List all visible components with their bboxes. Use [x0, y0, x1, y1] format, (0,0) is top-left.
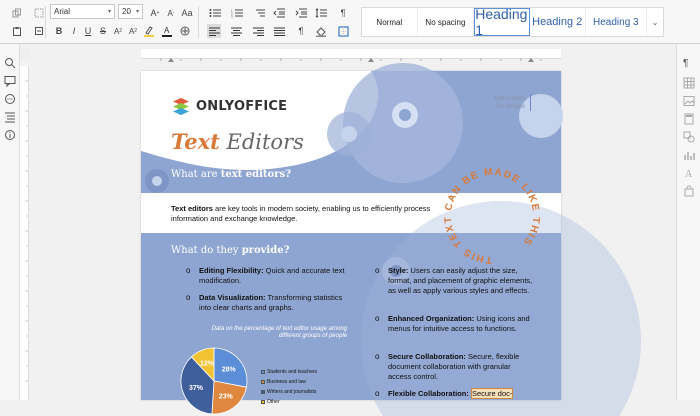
decrease-font-icon[interactable]: A - [167, 8, 175, 18]
bullet-circle-icon: o [375, 314, 380, 323]
shading-icon[interactable] [314, 24, 328, 38]
image-settings-icon[interactable] [683, 94, 695, 106]
svg-text:2: 2 [231, 11, 233, 16]
borders-icon[interactable] [336, 24, 350, 38]
highlighted-text: Secure doc- [471, 389, 513, 398]
style-normal[interactable]: Normal [362, 8, 418, 36]
vertical-ruler[interactable] [20, 66, 29, 400]
pie-data-label: 23% [218, 393, 233, 401]
ruler-corner[interactable] [20, 49, 29, 59]
heading-prefix: What are [171, 169, 221, 180]
list-item[interactable] [186, 266, 349, 286]
bullet-text: Quick and accurate text modification. [199, 266, 345, 285]
pie-data-label: 12% [199, 360, 214, 368]
legend-swatch [261, 370, 265, 374]
bullet-text: Using icons and menus for intuitive access to functions. [388, 314, 530, 333]
header-footer-icon[interactable] [683, 112, 695, 124]
heading-bold: provide? [241, 245, 290, 256]
legend-label: Students and teachers [267, 369, 318, 375]
paste-icon[interactable] [10, 24, 24, 38]
signature-settings-icon[interactable] [683, 184, 695, 196]
list-item[interactable] [375, 352, 533, 382]
superscript-icon[interactable]: A 2 [113, 26, 123, 36]
review-line-2: for Review [496, 104, 525, 110]
document-title[interactable] [171, 129, 304, 154]
review-label [479, 95, 525, 111]
list-item[interactable] [375, 266, 533, 296]
text-art-icon[interactable] [178, 24, 192, 38]
style-no-spacing[interactable]: No spacing [418, 8, 475, 36]
pie-data-label: 28% [221, 366, 236, 374]
bold-icon[interactable]: B [55, 26, 63, 36]
justify-icon[interactable] [272, 24, 286, 38]
comments-icon[interactable] [4, 74, 16, 86]
chart-legend [261, 367, 317, 407]
chart-caption[interactable]: Data on the percentage of text editor usage among different groups of people [211, 326, 347, 339]
bullet-title: Secure Collaboration: [388, 352, 466, 361]
intro-bold: Text editors [171, 204, 213, 213]
legend-item [261, 377, 317, 387]
legend-swatch [261, 380, 265, 384]
horizontal-ruler[interactable] [141, 49, 561, 59]
bullet-list-icon[interactable] [208, 6, 222, 20]
align-right-icon[interactable] [251, 24, 265, 38]
bullet-circle-icon: o [375, 389, 380, 398]
list-item[interactable] [375, 314, 533, 334]
bullet-text: Secure, flexible document collaboration with granular access control. [388, 352, 520, 381]
strikethrough-icon[interactable]: S [99, 26, 106, 36]
svg-text:3: 3 [231, 14, 233, 19]
svg-text:THIS TEXT CAN BE MADE LIKE THI [443, 167, 541, 265]
title-word-2: Editors [226, 130, 304, 154]
svg-text:A: A [164, 26, 170, 35]
review-accent-bar [530, 94, 531, 111]
legend-swatch [261, 390, 265, 394]
legend-swatch [261, 400, 265, 404]
styles-expand-chevron-icon[interactable]: ⌄ [651, 17, 659, 27]
logo-text: ONLYOFFICE [196, 98, 288, 114]
search-icon[interactable] [4, 56, 16, 68]
title-word-1: Text [171, 129, 220, 154]
clear-style-icon[interactable] [32, 24, 46, 38]
curved-text: THIS TEXT CAN BE MADE LIKE THIS [442, 166, 542, 266]
onlyoffice-logo-icon [171, 96, 191, 116]
multilevel-list-icon[interactable] [252, 6, 266, 20]
left-panel [0, 44, 20, 400]
line-spacing-icon[interactable] [314, 6, 328, 20]
change-case-icon[interactable]: Aa [181, 8, 193, 18]
intro-paragraph[interactable] [171, 204, 431, 224]
style-heading-3[interactable]: Heading 3 [586, 8, 648, 36]
legend-item [261, 387, 317, 397]
align-left-icon[interactable] [207, 24, 221, 38]
style-heading-1[interactable]: Heading 1 [474, 8, 530, 36]
bullet-circle-icon: o [186, 266, 191, 275]
svg-text:1: 1 [231, 8, 233, 13]
bullet-title: Editing Flexibility: [199, 266, 264, 275]
bullet-circle-icon: o [186, 293, 191, 302]
copy-icon[interactable] [10, 6, 24, 20]
toolbar [0, 0, 700, 44]
section-heading-what-are[interactable] [171, 169, 291, 180]
pie-data-label: 37% [188, 384, 203, 392]
subscript-icon[interactable]: A 2 [128, 26, 138, 36]
bullet-title: Style: [388, 266, 409, 275]
font-size-value: 20 [122, 7, 131, 16]
legend-label: Business and law [267, 379, 306, 385]
list-item[interactable] [375, 389, 538, 399]
underline-icon[interactable]: U [84, 26, 92, 36]
italic-icon[interactable]: I [72, 26, 76, 36]
right-panel [676, 44, 700, 400]
heading-bold: text editors? [220, 169, 291, 180]
decrease-indent-icon[interactable] [272, 6, 286, 20]
navigation-icon[interactable] [4, 110, 16, 122]
font-name-value: Arial [54, 7, 71, 16]
review-line-1: Text Editors [493, 96, 525, 102]
shape-settings-icon[interactable] [683, 130, 695, 142]
legend-item [261, 367, 317, 377]
chat-icon[interactable] [4, 92, 16, 104]
font-color-icon[interactable] [160, 24, 174, 38]
nonprinting-characters-icon[interactable]: ¶ [298, 26, 304, 36]
curved-text-art[interactable] [437, 161, 547, 271]
styles-gallery [361, 7, 664, 37]
about-info-icon[interactable] [4, 128, 16, 140]
pie-chart[interactable] [179, 346, 249, 416]
bullet-title: Data Visualization: [199, 293, 266, 302]
highlight-color-icon[interactable] [142, 24, 156, 38]
section-heading-what-provide[interactable] [171, 245, 289, 256]
document-page[interactable] [141, 71, 561, 405]
increase-font-icon[interactable]: A + [150, 8, 160, 18]
style-heading-2[interactable]: Heading 2 [530, 8, 586, 36]
numbered-list-icon[interactable] [230, 6, 244, 20]
text-art-settings-icon[interactable] [683, 166, 695, 178]
bullet-circle-icon: o [375, 266, 380, 275]
table-settings-icon[interactable] [683, 76, 695, 88]
onlyoffice-logo [171, 96, 287, 116]
bullet-text: Users can easily adjust the size, format, and placement of graphic elements, as well as apply various styles and effects. [388, 266, 533, 295]
font-size-select[interactable]: 20 ▾ [118, 4, 143, 19]
bullet-title: Flexible Collaboration: [388, 389, 469, 398]
bullet-title: Enhanced Organization: [388, 314, 475, 323]
intro-rest: are key tools in modern society, enabling us to efficiently process information and exchange knowledge. [171, 204, 431, 223]
select-all-icon[interactable] [32, 6, 46, 20]
legend-item [261, 397, 317, 407]
paragraph-settings-icon[interactable]: ¶ [340, 8, 346, 18]
increase-indent-icon[interactable] [294, 6, 308, 20]
heading-prefix: What do they [171, 245, 242, 256]
legend-label: Writers and journalists [267, 389, 317, 395]
bullet-circle-icon: o [375, 352, 380, 361]
paragraph-settings-panel-icon[interactable]: ¶ [683, 58, 689, 69]
chart-settings-icon[interactable] [683, 148, 695, 160]
list-item[interactable] [186, 293, 349, 313]
bullet-text: Transforming statistics into clear charts and graphs. [199, 293, 343, 312]
svg-text:A: A [685, 169, 693, 180]
legend-label: Other [267, 399, 280, 405]
font-name-select[interactable]: Arial ▾ [50, 4, 115, 19]
align-center-icon[interactable] [229, 24, 243, 38]
